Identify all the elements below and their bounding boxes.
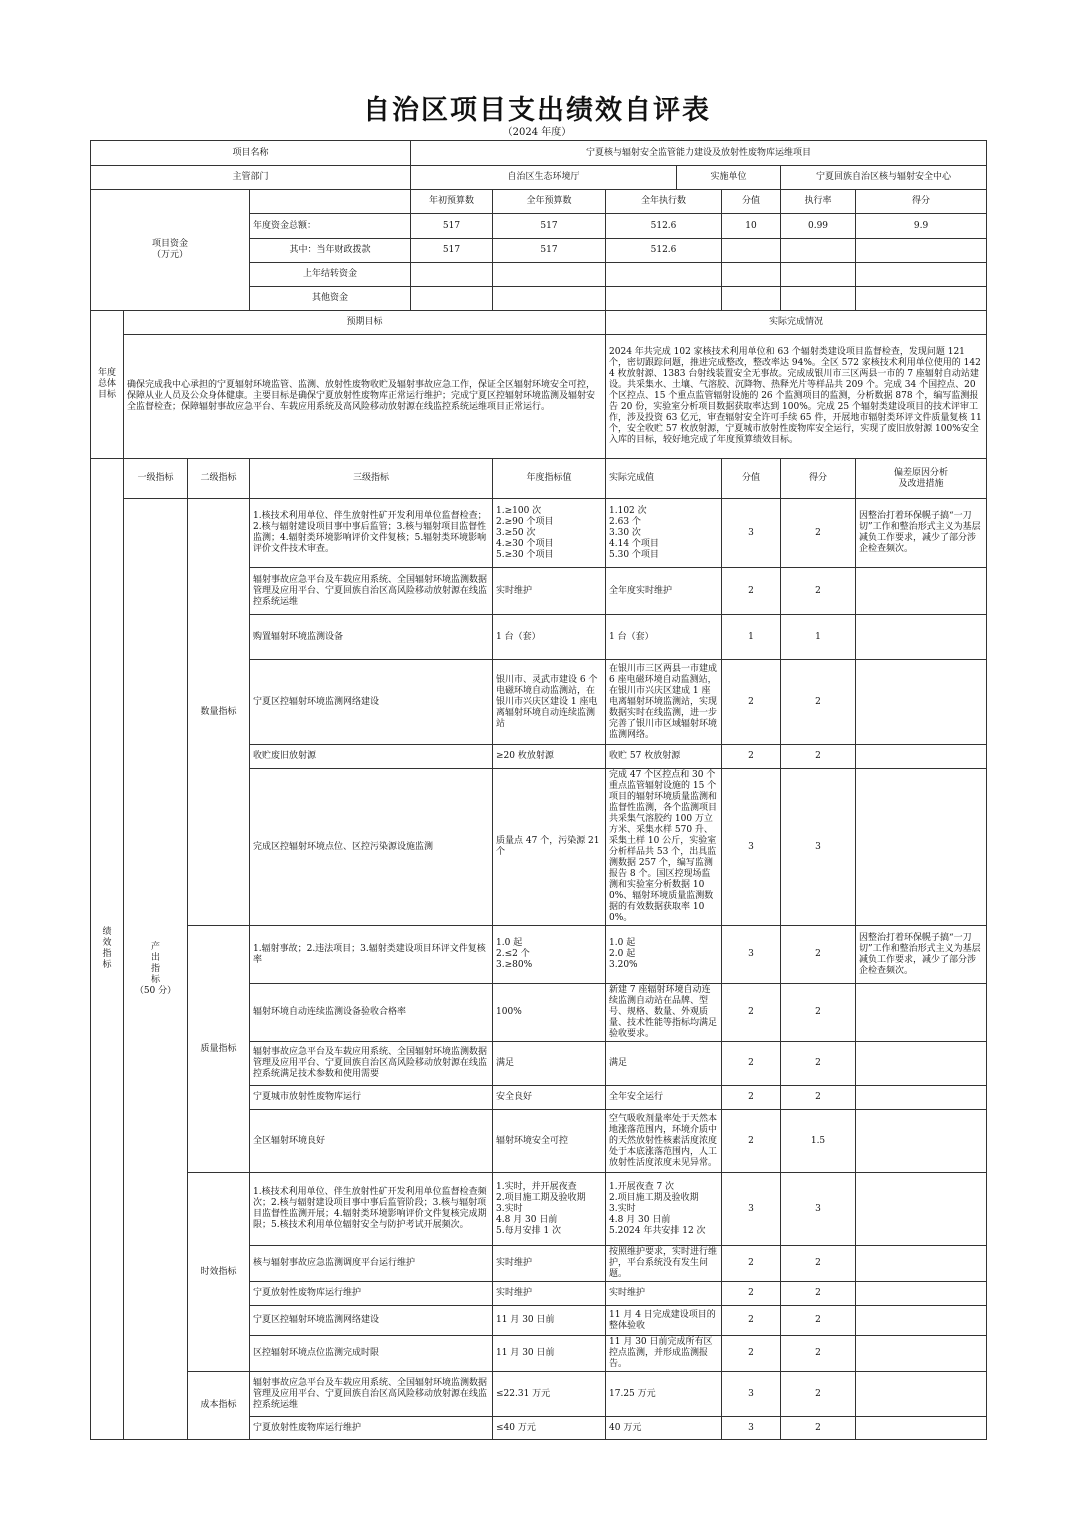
funds-row-points (722, 287, 781, 311)
funds-row-points (722, 239, 781, 263)
score-cell: 3 (781, 769, 856, 926)
actual-cell: 完成 47 个区控点和 30 个重点监管辐射设施的 15 个项目的辐射环境质量监测和监督性监测，各个监测项目共采集气溶胶约 100 万立方米、采集水样 570 升、采集土样 10 公斤，实验室分析样品共 53 个，出具监测数据 257 个，编写监测报告 8 个。国区控现场监测和实验室分析数据 100%、辐射环境质量监测数据的有效数据获取率 100%。 (606, 769, 722, 926)
points-cell: 2 (722, 1246, 781, 1282)
funds-row-executed: 512.6 (606, 214, 722, 239)
dept-row (91, 166, 987, 190)
level3-cell: 宁夏放射性废物库运行维护 (250, 1417, 493, 1440)
funds-row-annual (493, 263, 606, 287)
score-cell: 2 (781, 984, 856, 1042)
actual-cell: 新建 7 座辐射环境自动连续监测自动站在品牌、型号、规格、数量、外观质量、技术性能等指标均满足验收要求。 (606, 984, 722, 1042)
level2-label: 时效指标 (188, 1173, 250, 1372)
project-name-row (91, 141, 987, 166)
score-cell: 3 (781, 1173, 856, 1246)
points-cell: 2 (722, 1110, 781, 1173)
note-cell (856, 1042, 987, 1086)
document-title: 自治区项目支出绩效自评表 (363, 95, 711, 126)
actual-cell: 满足 (606, 1042, 722, 1086)
points-cell: 2 (722, 984, 781, 1042)
actual-cell: 全年度实时维护 (606, 568, 722, 615)
header-level3: 三级指标 (250, 459, 493, 499)
points-cell: 3 (722, 1417, 781, 1440)
funds-row-label: 其他资金 (250, 287, 411, 311)
target-cell: 1.实时，并开展夜查 2.项目施工期及验收期 3.实时 4.8 月 30 日前 5.每月安排 1 次 (493, 1173, 606, 1246)
note-cell (856, 1173, 987, 1246)
target-cell: 11 月 30 日前 (493, 1306, 606, 1336)
funds-row-label: 上年结转资金 (250, 263, 411, 287)
evaluation-table (90, 140, 987, 1440)
header-actual: 实际完成值 (606, 459, 722, 499)
note-cell (856, 1372, 987, 1417)
score-cell: 1 (781, 615, 856, 660)
note-cell: 因整治打着环保幌子搞“一刀切”工作和整治形式主义为基层减负工作要求，减少了部分涉企检查频次。 (856, 926, 987, 984)
level3-cell: 宁夏区控辐射环境监测网络建设 (250, 660, 493, 745)
dept-value: 自治区生态环境厅 (411, 166, 677, 190)
score-cell: 1.5 (781, 1110, 856, 1173)
header-score: 得分 (781, 459, 856, 499)
level3-cell: 宁夏放射性废物库运行维护 (250, 1282, 493, 1306)
level3-cell: 购置辐射环境监测设备 (250, 615, 493, 660)
header-target: 年度指标值 (493, 459, 606, 499)
actual-cell: 实时维护 (606, 1282, 722, 1306)
actual-cell: 1.开展夜查 7 次 2.项目施工期及验收期 3.实时 4.8 月 30 日前 5.2024 年共安排 12 次 (606, 1173, 722, 1246)
funds-row-points (722, 263, 781, 287)
level2-label: 成本指标 (188, 1372, 250, 1440)
note-cell: 因整治打着环保幌子搞“一刀切”工作和整治形式主义为基层减负工作要求，减少了部分涉企检查频次。 (856, 499, 987, 568)
level3-cell: 辐射事故应急平台及车载应用系统、全国辐射环境监测数据管理及应用平台、宁夏回族自治区高风险移动放射源在线监控系统运维 (250, 1372, 493, 1417)
header-level1: 一级指标 (124, 459, 188, 499)
indicator-row (91, 926, 987, 984)
points-cell: 2 (722, 1336, 781, 1372)
points-cell: 3 (722, 499, 781, 568)
funds-header-executed: 全年执行数 (606, 190, 722, 214)
target-cell: 安全良好 (493, 1086, 606, 1110)
funds-row-rate (781, 263, 856, 287)
funds-row-initial (411, 263, 493, 287)
target-cell: 1.0 起 2.≤2 个 3.≥80% (493, 926, 606, 984)
points-cell: 2 (722, 568, 781, 615)
actual-cell: 按照维护要求，实时进行维护，平台系统没有发生问题。 (606, 1246, 722, 1282)
score-cell: 2 (781, 1042, 856, 1086)
target-cell: 实时维护 (493, 1246, 606, 1282)
note-cell (856, 1336, 987, 1372)
funds-row-score: 9.9 (856, 214, 987, 239)
actual-cell: 全年安全运行 (606, 1086, 722, 1110)
funds-header-row (91, 190, 987, 214)
score-cell: 2 (781, 1336, 856, 1372)
score-cell: 2 (781, 499, 856, 568)
actual-cell: 40 万元 (606, 1417, 722, 1440)
indicator-row (91, 1372, 987, 1417)
note-cell (856, 1282, 987, 1306)
funds-row-initial: 517 (411, 214, 493, 239)
points-cell: 2 (722, 1306, 781, 1336)
indicators-section-label: 绩 效 指 标 (91, 459, 124, 1440)
target-cell: 1.≥100 次 2.≥90 个项目 3.≥50 次 4.≥30 个项目 5.≥30 个项目 (493, 499, 606, 568)
goals-expected: 确保完成我中心承担的宁夏辐射环境监管、监测、放射性废物收贮及辐射事故应急工作，保证全区辐射环境安全可控，保障从业人员及公众身体健康。主要目标是确保宁夏放射性废物库正常运行维护；完成宁夏区控辐射环境监测及辐射安全监督检查；保障辐射事故应急平台、车载应用系统及高风险移动放射源在线监控系统运维项目正常运行。 (124, 335, 606, 459)
target-cell: 1 台（套） (493, 615, 606, 660)
points-cell: 2 (722, 1282, 781, 1306)
points-cell: 3 (722, 1372, 781, 1417)
funds-row-initial: 517 (411, 239, 493, 263)
funds-header-rate: 执行率 (781, 190, 856, 214)
funds-row-initial (411, 287, 493, 311)
level3-cell: 区控辐射环境点位监测完成时限 (250, 1336, 493, 1372)
points-cell: 3 (722, 769, 781, 926)
score-cell: 2 (781, 926, 856, 984)
target-cell: ≤22.31 万元 (493, 1372, 606, 1417)
funds-header-blank (250, 190, 411, 214)
goals-content-row (91, 335, 987, 459)
score-cell: 2 (781, 745, 856, 769)
goals-expected-header: 预期目标 (124, 311, 606, 335)
note-cell (856, 1306, 987, 1336)
note-cell (856, 1086, 987, 1110)
score-cell: 2 (781, 1306, 856, 1336)
score-cell: 2 (781, 568, 856, 615)
level3-cell: 1.核技术利用单位、伴生放射性矿开发利用单位监督检查；2.核与辐射建设项目事中事后监管；3.核与辐射项目监督性监测；4.辐射类环境影响评价文件复核；5.辐射类环境影响评价文件技术审查。 (250, 499, 493, 568)
funds-row-rate (781, 287, 856, 311)
actual-cell: 1.102 次 2.63 个 3.30 次 4.14 个项目 5.30 个项目 (606, 499, 722, 568)
project-name-label: 项目名称 (91, 141, 411, 166)
funds-row-score (856, 287, 987, 311)
target-cell: 银川市、灵武市建设 6 个电磁环境自动监测站，在银川市兴庆区建设 1 座电离辐射环境自动连续监测站 (493, 660, 606, 745)
note-cell (856, 1110, 987, 1173)
funds-row-score (856, 263, 987, 287)
points-cell: 1 (722, 615, 781, 660)
level3-cell: 收贮废旧放射源 (250, 745, 493, 769)
actual-cell: 1.0 起 2.0 起 3.20% (606, 926, 722, 984)
level3-cell: 完成区控辐射环境点位、区控污染源设施监测 (250, 769, 493, 926)
note-cell (856, 568, 987, 615)
score-cell: 2 (781, 1246, 856, 1282)
target-cell: 辐射环境安全可控 (493, 1110, 606, 1173)
note-cell (856, 769, 987, 926)
funds-row-executed: 512.6 (606, 239, 722, 263)
points-cell: 3 (722, 926, 781, 984)
points-cell: 2 (722, 1042, 781, 1086)
target-cell: 满足 (493, 1042, 606, 1086)
header-level2: 二级指标 (188, 459, 250, 499)
level3-cell: 辐射事故应急平台及车载应用系统、全国辐射环境监测数据管理及应用平台、宁夏回族自治区高风险移动放射源在线监控系统满足技术参数和使用需要 (250, 1042, 493, 1086)
note-cell (856, 1246, 987, 1282)
score-cell: 2 (781, 1086, 856, 1110)
target-cell: 100% (493, 984, 606, 1042)
funds-row-rate (781, 239, 856, 263)
points-cell: 3 (722, 1173, 781, 1246)
points-cell: 2 (722, 1086, 781, 1110)
header-note: 偏差原因分析 及改进措施 (856, 459, 987, 499)
impl-label: 实施单位 (677, 166, 781, 190)
funds-row-annual (493, 287, 606, 311)
level2-label: 质量指标 (188, 926, 250, 1173)
target-cell: 实时维护 (493, 568, 606, 615)
note-cell (856, 984, 987, 1042)
level3-cell: 1.辐射事故；2.违法项目；3.辐射类建设项目环评文件复核率 (250, 926, 493, 984)
project-name-value: 宁夏核与辐射安全监管能力建设及放射性废物库运维项目 (411, 141, 987, 166)
dept-label: 主管部门 (91, 166, 411, 190)
level3-cell: 宁夏城市放射性废物库运行 (250, 1086, 493, 1110)
actual-cell: 1 台（套） (606, 615, 722, 660)
funds-header-points: 分值 (722, 190, 781, 214)
level2-label: 数量指标 (188, 499, 250, 926)
level3-cell: 辐射环境自动连续监测设备验收合格率 (250, 984, 493, 1042)
target-cell: 实时维护 (493, 1282, 606, 1306)
actual-cell: 收贮 57 枚放射源 (606, 745, 722, 769)
note-cell (856, 660, 987, 745)
actual-cell: 17.25 万元 (606, 1372, 722, 1417)
level3-cell: 全区辐射环境良好 (250, 1110, 493, 1173)
goals-header-row (91, 311, 987, 335)
header-points: 分值 (722, 459, 781, 499)
actual-cell: 在银川市三区两县一市建成 6 座电磁环境自动监测站，在银川市兴庆区建成 1 座电离辐射环境监测站，实现数据实时在线监测，进一步完善了银川市区域辐射环境监测网络。 (606, 660, 722, 745)
funds-row-annual: 517 (493, 214, 606, 239)
score-cell: 2 (781, 660, 856, 745)
funds-row-executed (606, 263, 722, 287)
target-cell: ≤40 万元 (493, 1417, 606, 1440)
impl-value: 宁夏回族自治区核与辐射安全中心 (781, 166, 987, 190)
funds-row-executed (606, 287, 722, 311)
document-year: （2024 年度） (502, 127, 572, 138)
actual-cell: 空气吸收剂量率处于天然本地涨落范围内，环境介质中的天然放射性核素活度浓度处于本底涨落范围内，人工放射性活度浓度未见异常。 (606, 1110, 722, 1173)
points-cell: 2 (722, 745, 781, 769)
note-cell (856, 615, 987, 660)
level3-cell: 1.核技术利用单位、伴生放射性矿开发利用单位监督检查频次；2.核与辐射建设项目事中事后监管阶段；3.核与辐射项目监督性监测开展；4.辐射类环境影响评价文件复核完成期限；5.核技术利用单位辐射安全与防护考试开展频次。 (250, 1173, 493, 1246)
actual-cell: 11 月 30 日前完成所有区控点监测，并形成监测报告。 (606, 1336, 722, 1372)
funds-row-label: 其中：当年财政拨款 (250, 239, 411, 263)
funds-row-points: 10 (722, 214, 781, 239)
target-cell: ≥20 枚放射源 (493, 745, 606, 769)
level3-cell: 核与辐射事故应急监测调度平台运行维护 (250, 1246, 493, 1282)
level3-cell: 辐射事故应急平台及车载应用系统、全国辐射环境监测数据管理及应用平台、宁夏回族自治区高风险移动放射源在线监控系统运维 (250, 568, 493, 615)
note-cell (856, 745, 987, 769)
points-cell: 2 (722, 660, 781, 745)
goals-label: 年度 总体 目标 (91, 311, 124, 459)
funds-header-score: 得分 (856, 190, 987, 214)
funds-header-initial: 年初预算数 (411, 190, 493, 214)
score-cell: 2 (781, 1417, 856, 1440)
funds-header-annual: 全年预算数 (493, 190, 606, 214)
target-cell: 11 月 30 日前 (493, 1336, 606, 1372)
actual-cell: 11 月 4 日完成建设项目的整体验收 (606, 1306, 722, 1336)
target-cell: 质量点 47 个，污染源 21 个 (493, 769, 606, 926)
goals-actual: 2024 年共完成 102 家核技术利用单位和 63 个辐射类建设项目监督检查，发现问题 121 个，密切跟踪问题，推进完成整改，整改率达 94%。全区 572 家核技术利用单位使用的 1424 枚放射源、1383 台射线装置安全无事故。完成成银川市三区两县一市的 7 座辐射自动站建设。共采集水、土壤、气溶胶、沉降物、热释光片等样品共 209 个。完成 34 个国控点、20 个区控点、15 个重点监管辐射设施的 26 个监测项目的监测，分析数据 878 个，编写监测报告 20 份，实验室分析项目数据获取率达到 100%。完成 25 个辐射类建设项目的技术评审工作，涉及投资 63 亿元，审查辐射安全许可手续 65 件，开展地市辐射类环评文件质量复核 11 个，安全收贮 57 枚放射源，宁夏城市放射性废物库安全运行，实现了废旧放射源 100%安全入库的目标，较好地完成了年度预算绩效目标。 (606, 335, 987, 459)
indicators-header-row (91, 459, 987, 499)
funds-label: 项目资金 （万元） (91, 190, 250, 311)
indicator-row (91, 499, 987, 568)
goals-actual-header: 实际完成情况 (606, 311, 987, 335)
score-cell: 2 (781, 1282, 856, 1306)
funds-row-rate: 0.99 (781, 214, 856, 239)
note-cell (856, 1417, 987, 1440)
funds-row-label: 年度资金总额： (250, 214, 411, 239)
level3-cell: 宁夏区控辐射环境监测网络建设 (250, 1306, 493, 1336)
score-cell: 2 (781, 1372, 856, 1417)
indicator-row (91, 1173, 987, 1246)
level1-label: 产 出 指 标 （50 分） (124, 499, 188, 1440)
funds-row-annual: 517 (493, 239, 606, 263)
funds-row-score (856, 239, 987, 263)
